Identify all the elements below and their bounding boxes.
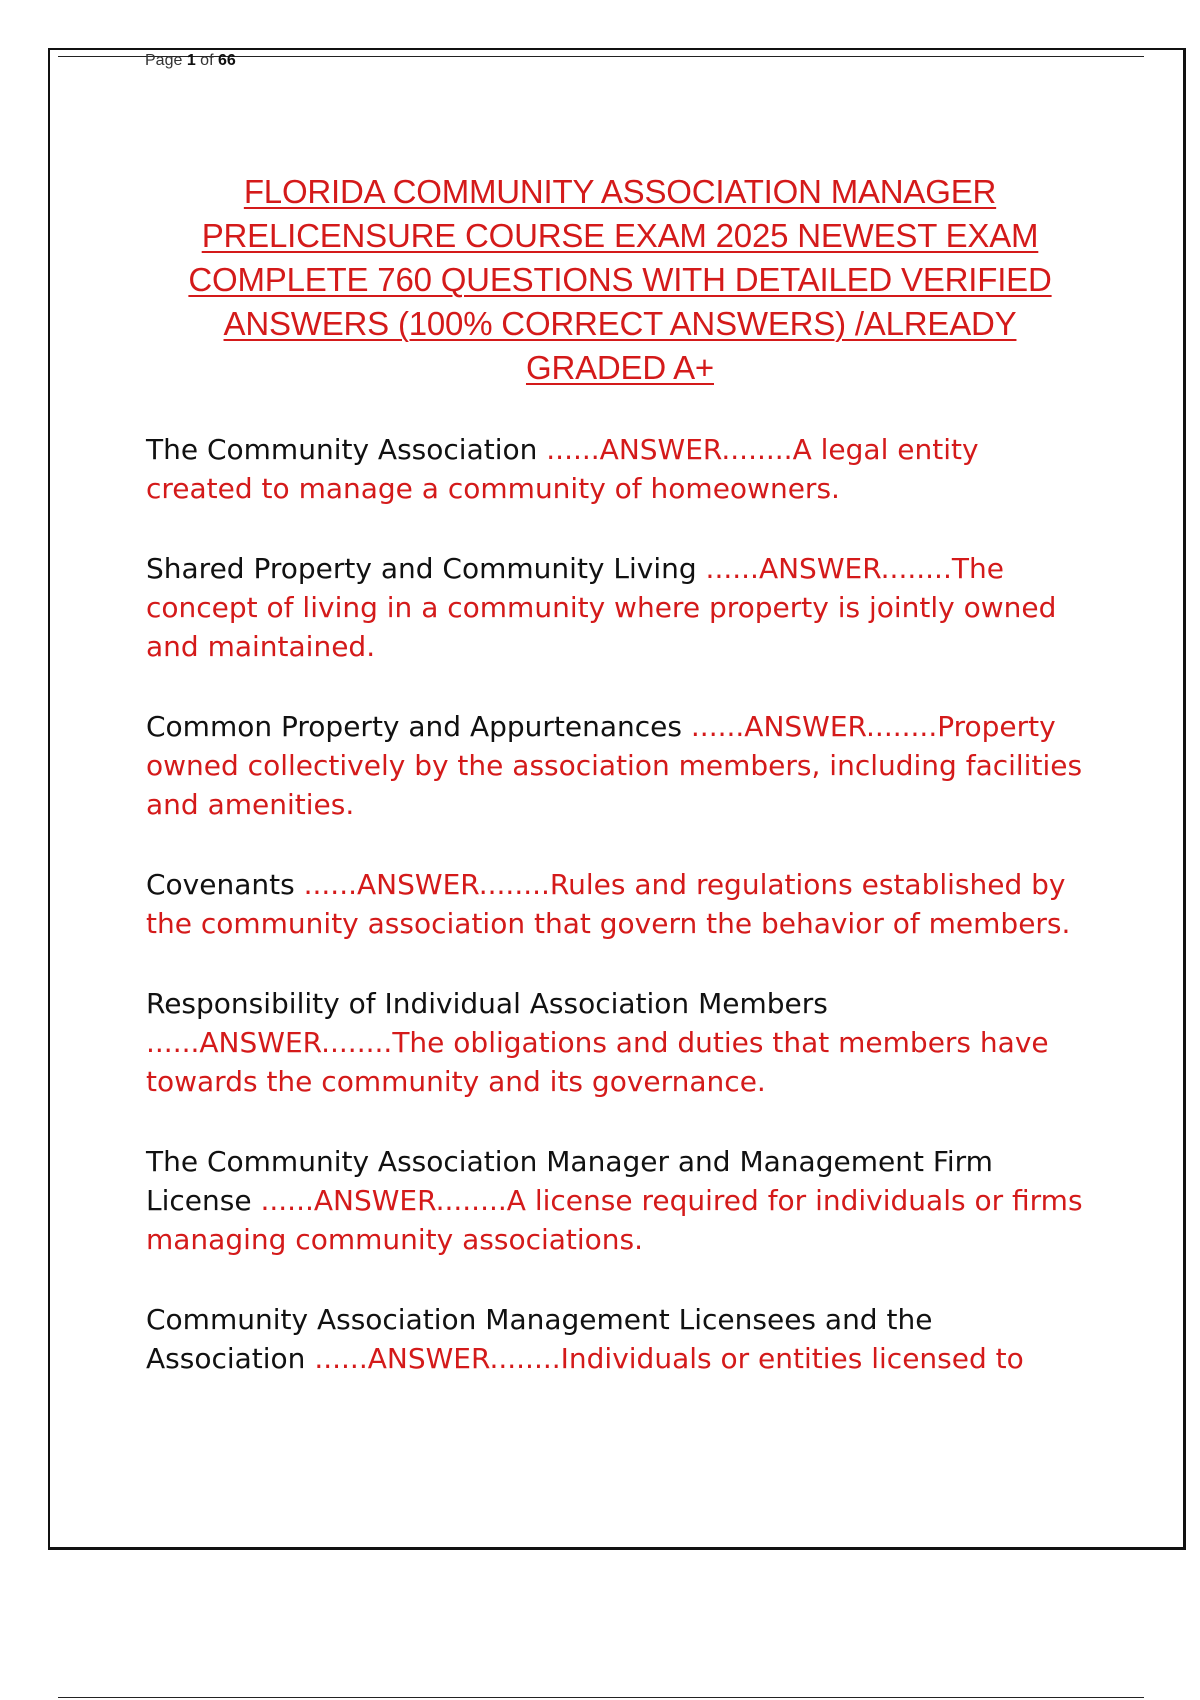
answer-marker: ......ANSWER........ bbox=[260, 1184, 507, 1217]
answer-marker: ......ANSWER........ bbox=[546, 433, 793, 466]
page-number bbox=[145, 52, 236, 70]
qa-item bbox=[146, 865, 1086, 943]
qa-answer: Individuals or entities licensed to bbox=[560, 1342, 1024, 1375]
qa-item bbox=[146, 984, 1086, 1101]
answer-marker: ......ANSWER........ bbox=[690, 710, 938, 743]
qa-item bbox=[146, 549, 1086, 666]
qa-item bbox=[146, 1300, 1086, 1378]
page-number-total: 66 bbox=[217, 52, 236, 69]
page-number-current: 1 bbox=[186, 52, 196, 69]
qa-answer: Rules and regulations established by the community association that govern the behavior of members. bbox=[146, 868, 1071, 940]
bottom-rule bbox=[58, 1697, 1144, 1698]
qa-term: Common Property and Appurtenances bbox=[146, 710, 691, 743]
qa-answer: Property owned collectively by the association members, including facilities and amenities. bbox=[146, 710, 1083, 821]
qa-term: Shared Property and Community Living bbox=[146, 552, 706, 585]
page-number-of: of bbox=[195, 52, 218, 69]
qa-list bbox=[146, 430, 1086, 1419]
qa-answer: The obligations and duties that members have towards the community and its governance. bbox=[146, 1026, 1049, 1098]
qa-item bbox=[146, 707, 1086, 824]
qa-term: The Community Association Manager and Management Firm License bbox=[146, 1145, 993, 1217]
answer-marker: ......ANSWER........ bbox=[146, 1026, 393, 1059]
qa-term: Responsibility of Individual Association Members bbox=[146, 987, 828, 1020]
qa-term: Covenants bbox=[146, 868, 304, 901]
answer-marker: ......ANSWER........ bbox=[705, 552, 952, 585]
qa-item bbox=[146, 1142, 1086, 1259]
qa-item bbox=[146, 430, 1086, 508]
qa-answer: The concept of living in a community where property is jointly owned and maintained. bbox=[146, 552, 1057, 663]
answer-marker: ......ANSWER........ bbox=[303, 868, 550, 901]
qa-term: Community Association Management Licensees and the Association bbox=[146, 1303, 933, 1375]
qa-answer: A license required for individuals or firms managing community associations. bbox=[146, 1184, 1083, 1256]
page-number-prefix: Page bbox=[145, 52, 187, 69]
qa-term: The Community Association bbox=[146, 433, 547, 466]
qa-answer: A legal entity created to manage a community of homeowners. bbox=[146, 433, 979, 505]
document-title: FLORIDA COMMUNITY ASSOCIATION MANAGER PRELICENSURE COURSE EXAM 2025 NEWEST EXAM COMPLETE 760 QUESTIONS WITH DETAILED VERIFIED ANSWERS (100% CORRECT ANSWERS) /ALREADY GRADED A+ bbox=[188, 173, 1052, 386]
answer-marker: ......ANSWER........ bbox=[314, 1342, 561, 1375]
